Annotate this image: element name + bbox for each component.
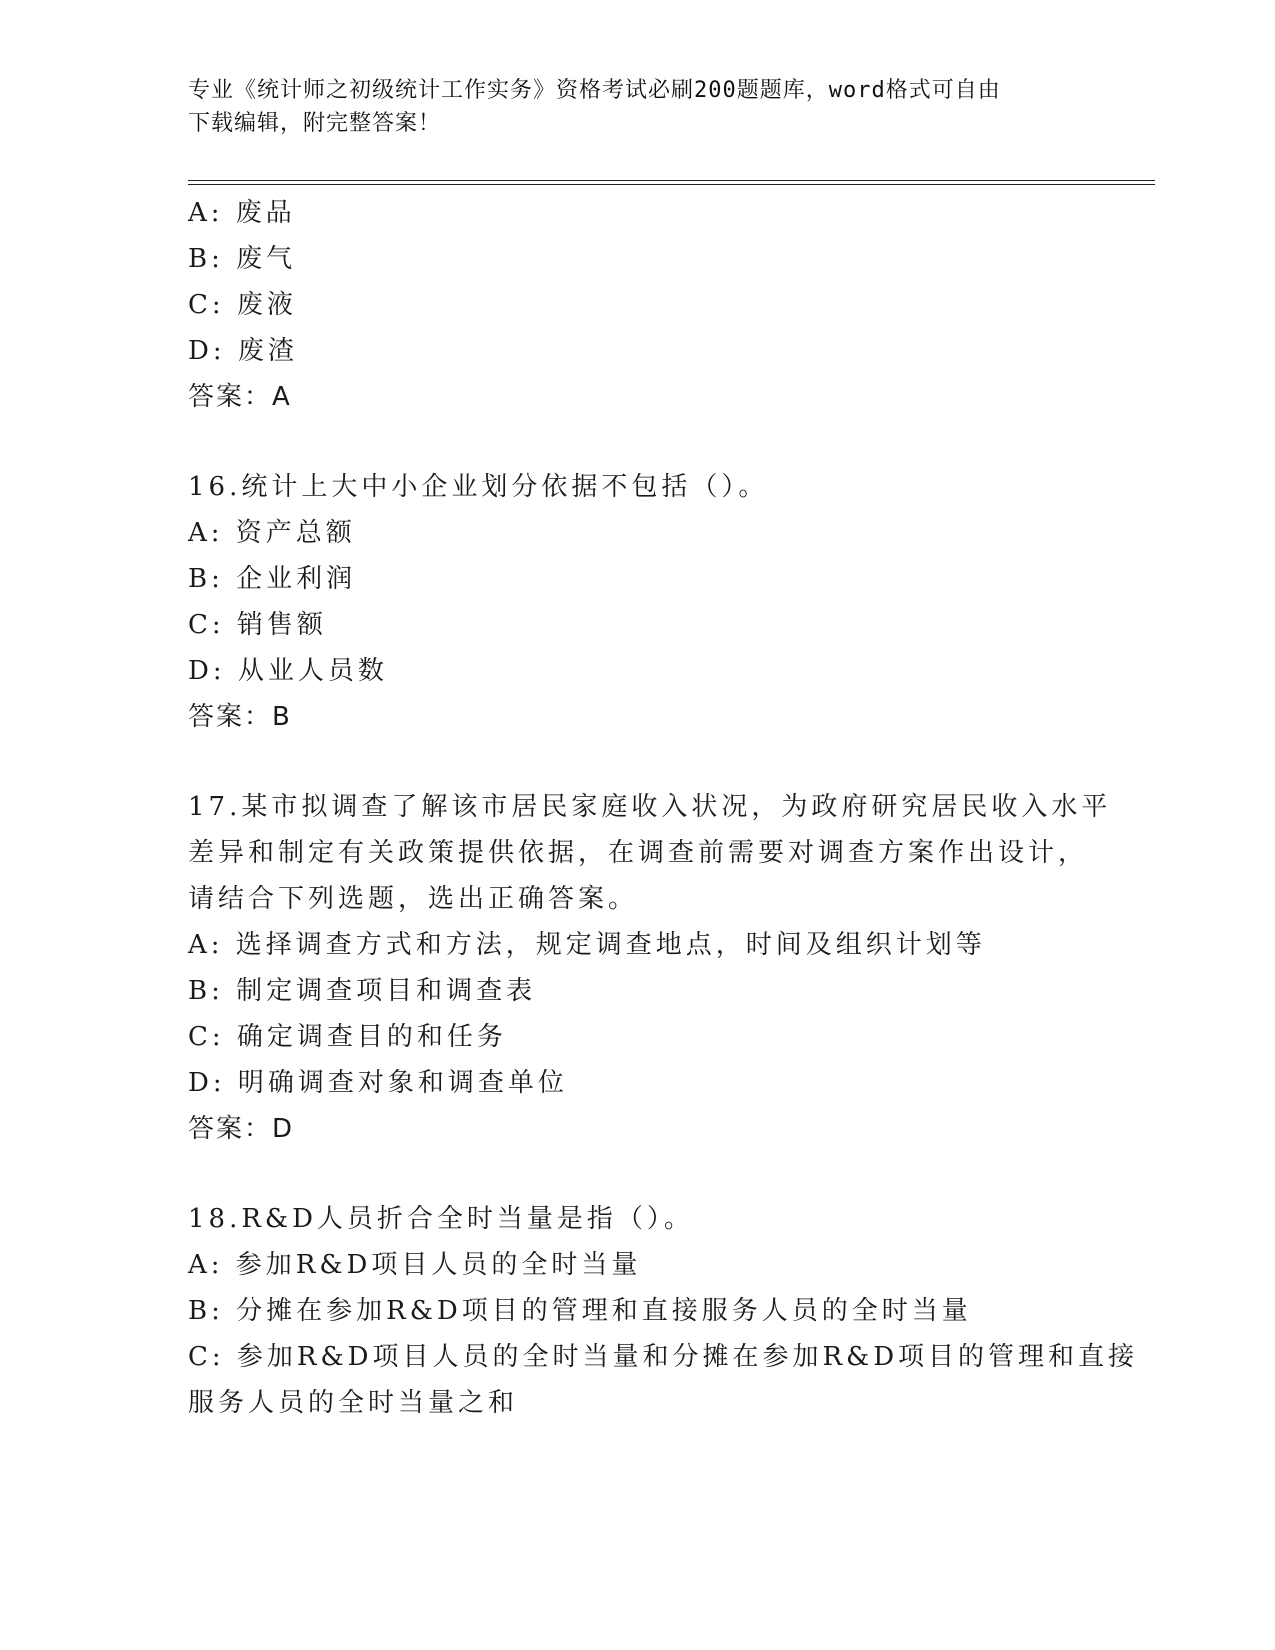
question-18 xyxy=(188,1196,1139,1426)
header-divider xyxy=(188,180,1155,185)
option-c-continued: 服务人员的全时当量之和 xyxy=(188,1388,519,1418)
header-line-2: 下载编辑，附完整答案！ xyxy=(188,111,442,136)
question-stem-line-1: 17.某市拟调查了解该市居民家庭收入状况，为政府研究居民收入水平 xyxy=(188,792,1112,822)
answer: 答案：B xyxy=(188,702,292,732)
option-d: D: 从业人员数 xyxy=(188,656,388,686)
option-b: B: 废气 xyxy=(188,244,297,274)
question-list xyxy=(188,190,1139,1426)
option-a: A: 废品 xyxy=(188,198,296,228)
question-15 xyxy=(188,190,1088,420)
question-17 xyxy=(188,784,1112,1152)
option-a: A: 参加R&D项目人员的全时当量 xyxy=(188,1250,642,1280)
header-line-1: 专业《统计师之初级统计工作实务》资格考试必刷200题题库，word格式可自由 xyxy=(188,78,1001,103)
spacer xyxy=(188,740,1088,784)
option-b: B: 企业利润 xyxy=(188,564,357,594)
option-d: D: 明确调查对象和调查单位 xyxy=(188,1068,568,1098)
question-stem-line-2: 差异和制定有关政策提供依据，在调查前需要对调查方案作出设计， xyxy=(188,838,1089,868)
option-c: C: 废液 xyxy=(188,290,297,320)
option-a: A: 选择调查方式和方法，规定调查地点，时间及组织计划等 xyxy=(188,930,986,960)
question-stem-line-3: 请结合下列选题，选出正确答案。 xyxy=(188,884,639,914)
question-16 xyxy=(188,464,1088,740)
question-stem: 18.R&D人员折合全时当量是指（）。 xyxy=(188,1204,694,1234)
answer: 答案：A xyxy=(188,382,292,412)
answer: 答案：D xyxy=(188,1114,295,1144)
spacer xyxy=(188,1152,1088,1196)
option-c: C: 确定调查目的和任务 xyxy=(188,1022,507,1052)
document-header xyxy=(188,74,1088,140)
option-a: A: 资产总额 xyxy=(188,518,356,548)
option-c: C: 参加R&D项目人员的全时当量和分摊在参加R&D项目的管理和直接 xyxy=(188,1342,1139,1372)
spacer xyxy=(188,420,1088,464)
option-c: C: 销售额 xyxy=(188,610,327,640)
option-b: B: 分摊在参加R&D项目的管理和直接服务人员的全时当量 xyxy=(188,1296,972,1326)
option-b: B: 制定调查项目和调查表 xyxy=(188,976,537,1006)
question-stem: 16.统计上大中小企业划分依据不包括（）。 xyxy=(188,472,769,502)
option-d: D: 废渣 xyxy=(188,336,298,366)
